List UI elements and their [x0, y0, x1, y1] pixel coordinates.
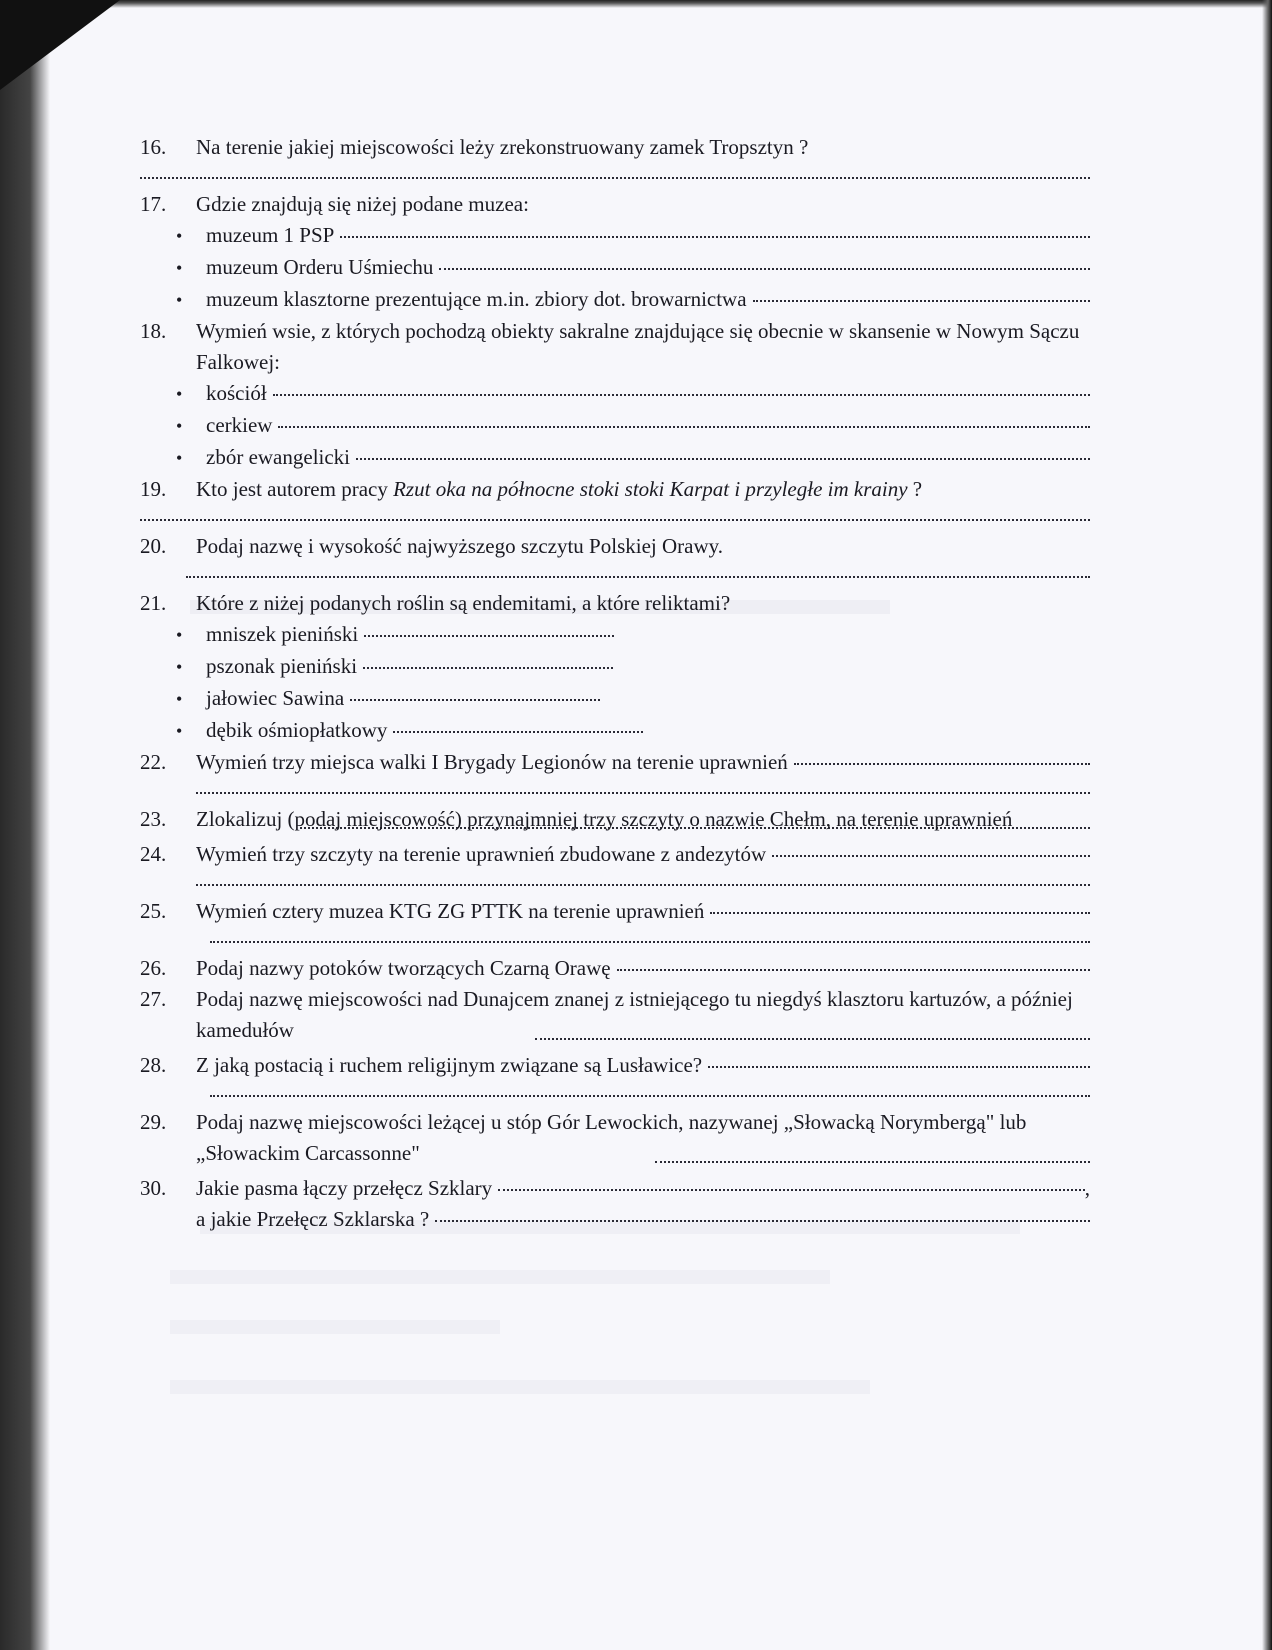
scan-edge-right	[1262, 0, 1272, 1650]
item-label: zbór ewangelicki	[206, 445, 351, 469]
bullet-icon: •	[176, 448, 183, 468]
item-label: cerkiew	[206, 413, 273, 437]
answer-line[interactable]	[393, 731, 643, 733]
answer-line[interactable]	[617, 969, 1090, 971]
answer-line[interactable]	[186, 562, 1090, 578]
list-item	[176, 442, 1090, 474]
answer-line[interactable]	[340, 236, 1090, 238]
bullet-icon: •	[176, 384, 183, 404]
bullet-icon: •	[176, 290, 183, 310]
answer-line[interactable]	[710, 912, 1090, 914]
question-text: Wymień cztery muzea KTG ZG PTTK na terenie uprawnień	[196, 899, 705, 923]
question-text: Wymień trzy miejsca walki I Brygady Legionów na terenie uprawnień	[196, 750, 788, 774]
answer-line[interactable]	[435, 1220, 1090, 1222]
question-30	[140, 1173, 1090, 1235]
question-text: Gdzie znajdują się niżej podane muzea:	[196, 192, 529, 216]
list-item	[176, 619, 1090, 651]
scan-edge-top	[0, 0, 1272, 8]
question-text: Jakie pasma łączy przełęcz Szklary	[196, 1176, 493, 1200]
item-label: dębik ośmiopłatkowy	[206, 718, 388, 742]
list-item	[176, 252, 1090, 284]
answer-line[interactable]	[196, 778, 1090, 794]
item-label: pszonak pieniński	[206, 654, 358, 678]
answer-line[interactable]	[439, 268, 1090, 270]
answer-line[interactable]	[210, 1081, 1090, 1097]
question-text: Podaj nazwę miejscowości leżącej u stóp Gór Lewockich, nazywanej „Słowacką Norymbergą" lub „Słowackim Carcassonne"	[196, 1110, 1027, 1165]
question-text: Na terenie jakiej miejscowości leży zrekonstruowany zamek Tropsztyn ?	[196, 135, 809, 159]
list-item	[176, 715, 1090, 747]
question-20	[140, 531, 1090, 562]
answer-line[interactable]	[708, 1066, 1090, 1068]
bullet-list	[140, 619, 1090, 747]
question-16	[140, 132, 1090, 163]
question-text: Które z niżej podanych roślin są endemitami, a które reliktami?	[196, 591, 731, 615]
item-label: muzeum 1 PSP	[206, 223, 335, 247]
questionnaire-page	[140, 132, 1090, 1235]
list-item	[176, 651, 1090, 683]
question-24	[140, 839, 1090, 870]
question-number: 19.	[140, 477, 167, 501]
answer-line[interactable]	[363, 667, 613, 669]
answer-line[interactable]	[210, 927, 1090, 943]
bleed-through	[170, 1320, 500, 1334]
bleed-through	[170, 1270, 830, 1284]
question-end: ?	[912, 477, 923, 501]
question-17	[140, 189, 1090, 220]
question-18	[140, 316, 1090, 378]
answer-line[interactable]	[753, 300, 1090, 302]
question-number: 23.	[140, 807, 167, 831]
item-label: muzeum Orderu Uśmiechu	[206, 255, 434, 279]
bullet-list	[140, 220, 1090, 316]
question-27	[140, 984, 1090, 1046]
question-number: 16.	[140, 135, 167, 159]
answer-line[interactable]	[794, 763, 1090, 765]
answer-line[interactable]	[140, 505, 1090, 521]
question-number: 17.	[140, 192, 167, 216]
question-25	[140, 896, 1090, 927]
question-number: 30.	[140, 1176, 167, 1200]
question-21	[140, 588, 1090, 619]
question-text: Podaj nazwę miejscowości nad Dunajcem znanej z istniejącego tu niegdyś klasztoru kartuzów, a później kamedułów	[196, 987, 1073, 1042]
bullet-icon: •	[176, 721, 183, 741]
question-22	[140, 747, 1090, 778]
question-number: 26.	[140, 956, 167, 980]
question-comma: ,	[1084, 1176, 1090, 1200]
question-number: 22.	[140, 750, 167, 774]
question-number: 20.	[140, 534, 167, 558]
question-23	[140, 804, 1090, 835]
book-title: Rzut oka na północne stoki stoki Karpat i przyległe im krainy	[393, 477, 908, 501]
question-number: 28.	[140, 1053, 167, 1077]
item-label: muzeum klasztorne prezentujące m.in. zbiory dot. browarnictwa	[206, 287, 747, 311]
question-number: 27.	[140, 987, 167, 1011]
list-item	[176, 220, 1090, 252]
answer-line[interactable]	[140, 163, 1090, 179]
question-text: Podaj nazwy potoków tworzących Czarną Orawę	[196, 956, 611, 980]
question-text-2: a jakie Przełęcz Szklarska ?	[196, 1207, 430, 1231]
answer-line[interactable]	[196, 870, 1090, 886]
question-number: 18.	[140, 319, 167, 343]
answer-line[interactable]	[356, 458, 1090, 460]
question-text: Z jaką postacią i ruchem religijnym związane są Lusławice?	[196, 1053, 703, 1077]
answer-line[interactable]	[498, 1189, 1085, 1191]
bullet-icon: •	[176, 689, 183, 709]
item-label: mniszek pieniński	[206, 622, 359, 646]
answer-line[interactable]	[273, 394, 1090, 396]
question-26	[140, 953, 1090, 984]
bullet-list	[140, 378, 1090, 474]
answer-line[interactable]	[350, 699, 600, 701]
item-label: kościół	[206, 381, 267, 405]
question-text: Zlokalizuj (podaj miejscowość) przynajmniej trzy szczyty o nazwie Chełm, na terenie uprawnień	[196, 807, 1013, 831]
question-number: 25.	[140, 899, 167, 923]
bleed-through	[170, 1380, 870, 1394]
bullet-icon: •	[176, 226, 183, 246]
bullet-icon: •	[176, 258, 183, 278]
answer-line[interactable]	[772, 855, 1090, 857]
question-text: Wymień wsie, z których pochodzą obiekty sakralne znajdujące się obecnie w skansenie w Nowym Sączu Falkowej:	[196, 319, 1080, 374]
question-28	[140, 1050, 1090, 1081]
question-19	[140, 474, 1090, 505]
answer-line[interactable]	[278, 426, 1090, 428]
list-item	[176, 683, 1090, 715]
question-text: Podaj nazwę i wysokość najwyższego szczytu Polskiej Orawy.	[196, 534, 724, 558]
list-item	[176, 378, 1090, 410]
bullet-icon: •	[176, 416, 183, 436]
question-number: 21.	[140, 591, 167, 615]
item-label: jałowiec Sawina	[206, 686, 345, 710]
scan-corner-fold	[0, 0, 120, 90]
question-number: 24.	[140, 842, 167, 866]
bullet-icon: •	[176, 657, 183, 677]
question-text: Kto jest autorem pracy	[196, 477, 388, 501]
bullet-icon: •	[176, 625, 183, 645]
scan-edge-left	[0, 0, 50, 1650]
list-item	[176, 410, 1090, 442]
list-item	[176, 284, 1090, 316]
answer-line[interactable]	[364, 635, 614, 637]
question-number: 29.	[140, 1110, 167, 1134]
question-29	[140, 1107, 1090, 1169]
question-text: Wymień trzy szczyty na terenie uprawnień zbudowane z andezytów	[196, 842, 767, 866]
